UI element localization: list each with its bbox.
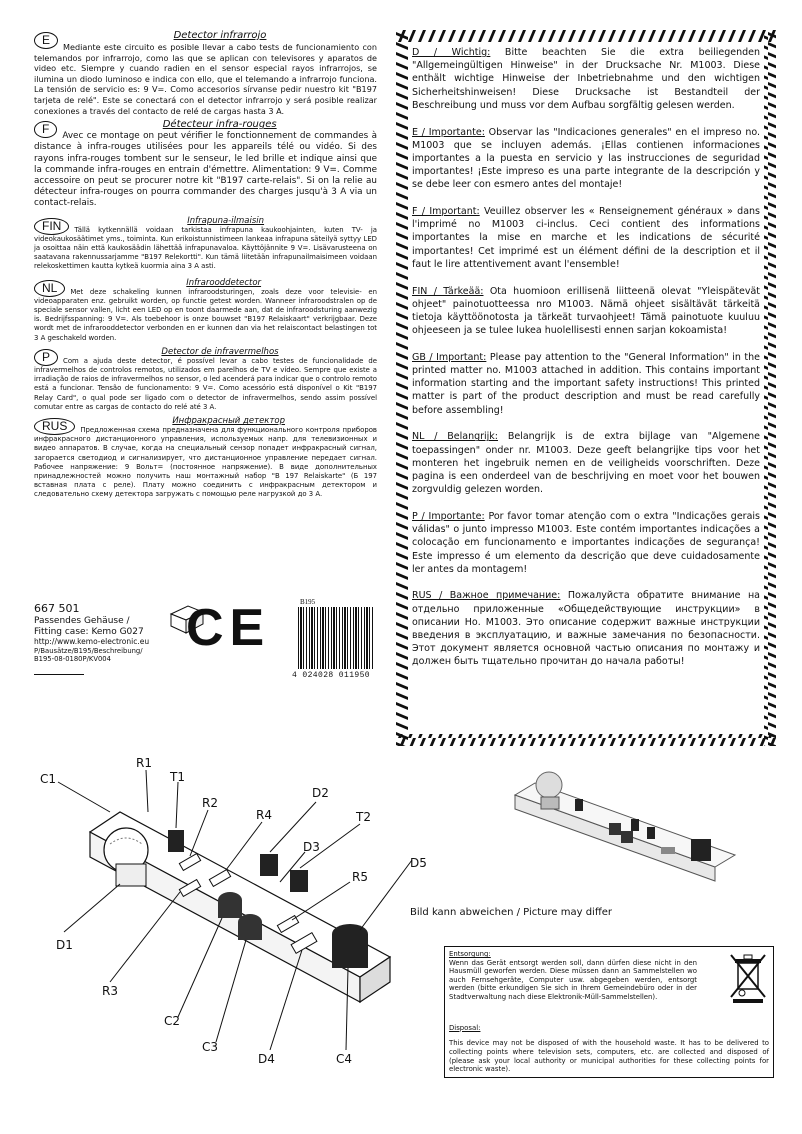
note-0 xyxy=(412,46,760,112)
note-label: FIN / Tärkeää: xyxy=(412,285,484,297)
important-notes-box xyxy=(396,30,776,746)
note-label: P / Importante: xyxy=(412,510,485,522)
section-text-fr: Avec ce montage on peut vérifier le fonctionnement de commandes à distance à infra-rouges utilisées pour les appareils télé ou vidéo. Si des rayons infra-rouges tombent sur le senseur, le led brille et indique ainsi que la commande infra-rouges en entrain d'émettre. Alimentation: 9 V=. Comme accessoire on peut se procurer notre kit "B197 carte-relais". Si on la relie au détecteur infra-rouges on pourra commander des charges jusqu'à 3 A via un contact-relais. xyxy=(34,131,377,209)
case-line-2: Fitting case: Kemo G027 xyxy=(34,627,144,637)
section-text-fin: Tällä kytkennällä voidaan tarkistaa infrapuna kaukoohjainten, kuten TV- ja videokaukosäätimet yms., toiminta. Kun erikoistunnistimeen lankeaa infrapuna säteilyä syttyy LED ja osoittaa näin että kaukosäädin lähettää infrapunavaloa. Käyttöjännite 9 V=. Lisävarusteena on saatavana rakennussarjamme "B197 Relekortti". Kun tämä liitetään infrapunailmaisimeen voidaan relekoskettimen kautta kytkeä kuormia aina 3 A asti. xyxy=(34,225,377,271)
crossed-bin-icon xyxy=(729,953,769,1009)
label-d3: D3 xyxy=(303,840,320,854)
section-pt xyxy=(34,347,377,412)
label-c3: C3 xyxy=(202,1040,219,1054)
section-nl xyxy=(34,278,377,343)
section-title-es: Detector infrarrojo xyxy=(173,30,267,41)
assembled-board-picture xyxy=(505,755,745,899)
label-t2: T2 xyxy=(356,810,371,824)
picture-disclaimer: Bild kann abweichen / Picture may differ xyxy=(410,907,612,918)
note-5 xyxy=(412,430,760,496)
label-r1: R1 xyxy=(136,756,152,770)
lang-tag-nl: NL xyxy=(34,280,65,297)
barcode-digits: 4 024028 011950 xyxy=(292,671,371,680)
note-text: Ota huomioon erillisenä liitteenä olevat "Yleispätevät ohjeet" painotuotteessa nro M1003. Nämä ohjeet sisältävät tärkeitä tietoja käyttöönotosta ja tärkeät turvaohjeet! Tämä painotuote kuuluu ohjeeseen ja se tulee lukea huolellisesti ennen sarjan kokoamista! xyxy=(412,285,760,337)
note-text: Observar las "Indicaciones generales" en el impreso no. M1003 que se incluyen además. ¡Ellas contienen informaciones importantes a la puesta en servicio y las instrucciones de seguridad importantes! ¡Este impreso es una parte integrante de la descripción y se debe leer con esmero antes del montaje! xyxy=(412,126,761,191)
note-label: GB / Important: xyxy=(412,351,487,363)
assembly-diagram xyxy=(30,752,450,1112)
label-d1: D1 xyxy=(56,938,73,952)
label-d5: D5 xyxy=(410,856,427,870)
language-descriptions xyxy=(34,30,377,500)
note-6 xyxy=(412,510,760,576)
section-text-pt: Com a ajuda deste detector, é possível levar a cabo testes de funcionalidade de infravermelhos de controlos remotos, utilizados em parelhos de TV e vídeo. Sempre que existe a irradiação de raios de infravermelhos no sensor, o led acenderá para indicar que o controlo remoto está a funcionar. Tensão de funcionamento: 9 V=. Como acessório está disponível o Kit "B197 Relay Card", o qual pode ser ligado com o detector de infravermelhos, sendo assim possível comutar entre as cargas de contacto do relé até 3 A. xyxy=(34,356,377,411)
note-text: Please pay attention to the "General Information" in the printed matter no. M1003 attached in addition. This contains important information starting and the important safety instructions! This printed matter is part of the product description and must be read carefully before assembling! xyxy=(412,351,760,416)
ce-mark: CE xyxy=(186,599,271,657)
divider xyxy=(34,674,84,675)
note-text: Пожалуйста обратите внимание на отдельно приложенные «Общедействующие инструкции» в описании Но. М1003. Это описание содержит важные инструкции введения в эксплуатацию, и важные замечания по безопасности. Этот документ является основной частью описания по монтажу и должен быть тщательно прочитан до начала работы! xyxy=(412,590,760,668)
lang-tag-pt: P xyxy=(34,349,58,366)
label-c2: C2 xyxy=(164,1014,181,1028)
note-label: F / Important: xyxy=(412,206,480,218)
section-title-fin: Infrapuna-ilmaisin xyxy=(187,215,265,226)
notes-list xyxy=(412,46,760,730)
disposal-en xyxy=(449,1017,769,1081)
barcode xyxy=(292,598,378,682)
label-d2: D2 xyxy=(312,786,329,800)
note-text: Veuillez observer les « Renseignement généraux » dans l'imprimé no M1003 ci-inclus. Ceci contient des informations importantes la mise en marche et les indications de sécurité importantes! Cet imprimé est un élément défini de la description et il faut le lire attentivement avant l'ensemble! xyxy=(412,206,760,270)
note-2 xyxy=(412,205,760,271)
note-label: RUS / Важное примечание: xyxy=(412,590,561,602)
note-text: Bitte beachten Sie die extra beiliegenden "Allgemeingültigen Hinweise" in der Drucksache Nr. M1003. Diese enthält wichtige Hinweise der Inbetriebnahme und den wichtigen Sicherheitshinweisen! Diese Drucksache ist Bestandteil der Beschreibung und muss vor dem Aufbau sorgfältig gelesen werden. xyxy=(412,47,761,111)
disposal-de-title: Entsorgung: xyxy=(449,950,491,958)
note-1 xyxy=(412,126,760,192)
disposal-en-text: This device may not be disposed of with the household waste. It has to be delivered to collecting points where television sets, computers, etc. are collected and disposed of (please ask your local authority or municipal authorities for these collecting points for electronic waste). xyxy=(449,1039,769,1074)
website-url: http://www.kemo-electronic.eu xyxy=(34,637,150,646)
label-t1: T1 xyxy=(170,770,185,784)
doc-ref-1: P/Bausätze/B195/Beschreibung/ xyxy=(34,646,143,655)
note-label: E / Importante: xyxy=(412,126,485,138)
note-3 xyxy=(412,285,760,338)
disposal-box xyxy=(444,946,774,1078)
section-title-pt: Detector de infravermelhos xyxy=(161,346,279,357)
label-r5: R5 xyxy=(352,870,368,884)
lang-tag-fin: FIN xyxy=(34,218,69,235)
section-ru xyxy=(34,416,377,500)
label-c1: C1 xyxy=(40,772,57,786)
disposal-de-text: Wenn das Gerät entsorgt werden soll, dann dürfen diese nicht in den Hausmüll geworfen werden. Diese müssen dann an Sammelstellen wo auch Fernsehgeräte, Computer usw. abgegeben werden, entsorgt werden (bitte erkundigen Sie sich in Ihrem Gemeindebüro oder in der Stadtverwaltung nach diese Elektronik-Müll-Sammelstellen). xyxy=(449,958,697,1001)
label-r2: R2 xyxy=(202,796,218,810)
section-title-ru: Инфракрасный детектор xyxy=(172,416,285,427)
label-r3: R3 xyxy=(102,984,118,998)
section-title-fr: Détecteur infra-rouges xyxy=(162,119,277,131)
barcode-bars xyxy=(298,607,374,669)
section-fr xyxy=(34,119,377,209)
pcb-drawing xyxy=(30,752,450,1112)
lang-tag-ru: RUS xyxy=(34,418,75,435)
section-fin xyxy=(34,216,377,272)
article-number: 667 501 xyxy=(34,602,80,615)
disposal-de xyxy=(449,950,697,1002)
disposal-en-title: Disposal: xyxy=(449,1023,481,1032)
section-text-nl: Met deze schakeling kunnen infraroodsturingen, zoals deze voor televisie- en videoapparaten enz. gebruikt worden, op functie getest worden. Wanneer infraroodstralen op de speciale sensor vallen, licht een LED op en toont daarmede aan, dat de infraroodsturing aanwezig is. Bedrijfsspanning: 9 V=. Als toebehoor is onze bouwset "B197 Relaiskaart" verkrijgbaar. Deze wordt met de infrarooddetector verbonden en er kunnen dan via het relaiscontact belastingen tot 3 A geschakeld worden. xyxy=(34,287,377,342)
barcode-label: B195 xyxy=(300,598,316,606)
note-7 xyxy=(412,589,760,668)
label-c4: C4 xyxy=(336,1052,353,1066)
section-title-nl: Infrarooddetector xyxy=(186,277,262,288)
note-4 xyxy=(412,351,760,417)
note-label: NL / Belangrijk: xyxy=(412,431,499,443)
label-d4: D4 xyxy=(258,1052,275,1066)
label-r4: R4 xyxy=(256,808,272,822)
note-text: Por favor tomar atenção com o extra "Indicações gerais válidas" o junto impresso M1003. Este contém importantes indicações a colocação em funcionamento e importantes indicações de segurança! Este impresso é um elemento da descrição que deve cuidadosamente ler antes da montagem! xyxy=(412,510,760,575)
lang-tag-es: E xyxy=(34,32,58,49)
doc-ref-2: B195-08-0180P/KV004 xyxy=(34,655,111,664)
note-text: Belangrijk is de extra bijlage van "Algemene toepassingen" onder nr. M1003. Deze geeft belangrijke tips voor het monteren het ingebruik nemen en de veiligheids voorschriften. Deze pagina is een onderdeel van de beschrijving en moet voor het bouwen zorgvuldig gelezen worden. xyxy=(412,431,761,496)
lang-tag-fr: F xyxy=(34,121,57,138)
case-line-1: Passendes Gehäuse / xyxy=(34,616,130,626)
section-es xyxy=(34,30,377,116)
note-label: D / Wichtig: xyxy=(412,47,491,58)
section-text-ru: Предложенная схема предназначена для функционального контроля приборов инфракрасного дистанционного управления, используемых напр. для телевизионных и видео аппаратов. В случае, когда на специальный сензор попадет инфракрасный сигнал, загорается светодиод и сигнализирует, что дистанционное управление передает сигнал. Рабочее напряжение: 9 Вольт= (постоянное напряжение). В виде дополнительных принадлежностей можно получить наш монтажный набор "B 197 Relaiskarte" (Б 197 вставная плата с реле). Плату можно соединить с инфракрасным детектором и следовательно схему детектора загружать с помощью реле нагрузкой до 3 А. xyxy=(34,426,377,499)
section-text-es: Mediante este circuito es posible llevar a cabo tests de funcionamiento con telemandos por infrarrojo, como las que se aplican con televisores y aparatos de video etc. Siempre y cuando radien en el sensor especial rayos infrarrojos, se ilumina un diodo luminoso e indica con ello, que el telemando a infrarrojo funciona. La tensión de servicio es: 9 V=. Como accesorios sírvanse pedir nuestro kit "B197 tarjeta de relé". Este se conectará con el detector infrarrojo y será posible realizar conexiones a través del contacto de relé de cargas hasta 3 A. xyxy=(34,42,377,116)
